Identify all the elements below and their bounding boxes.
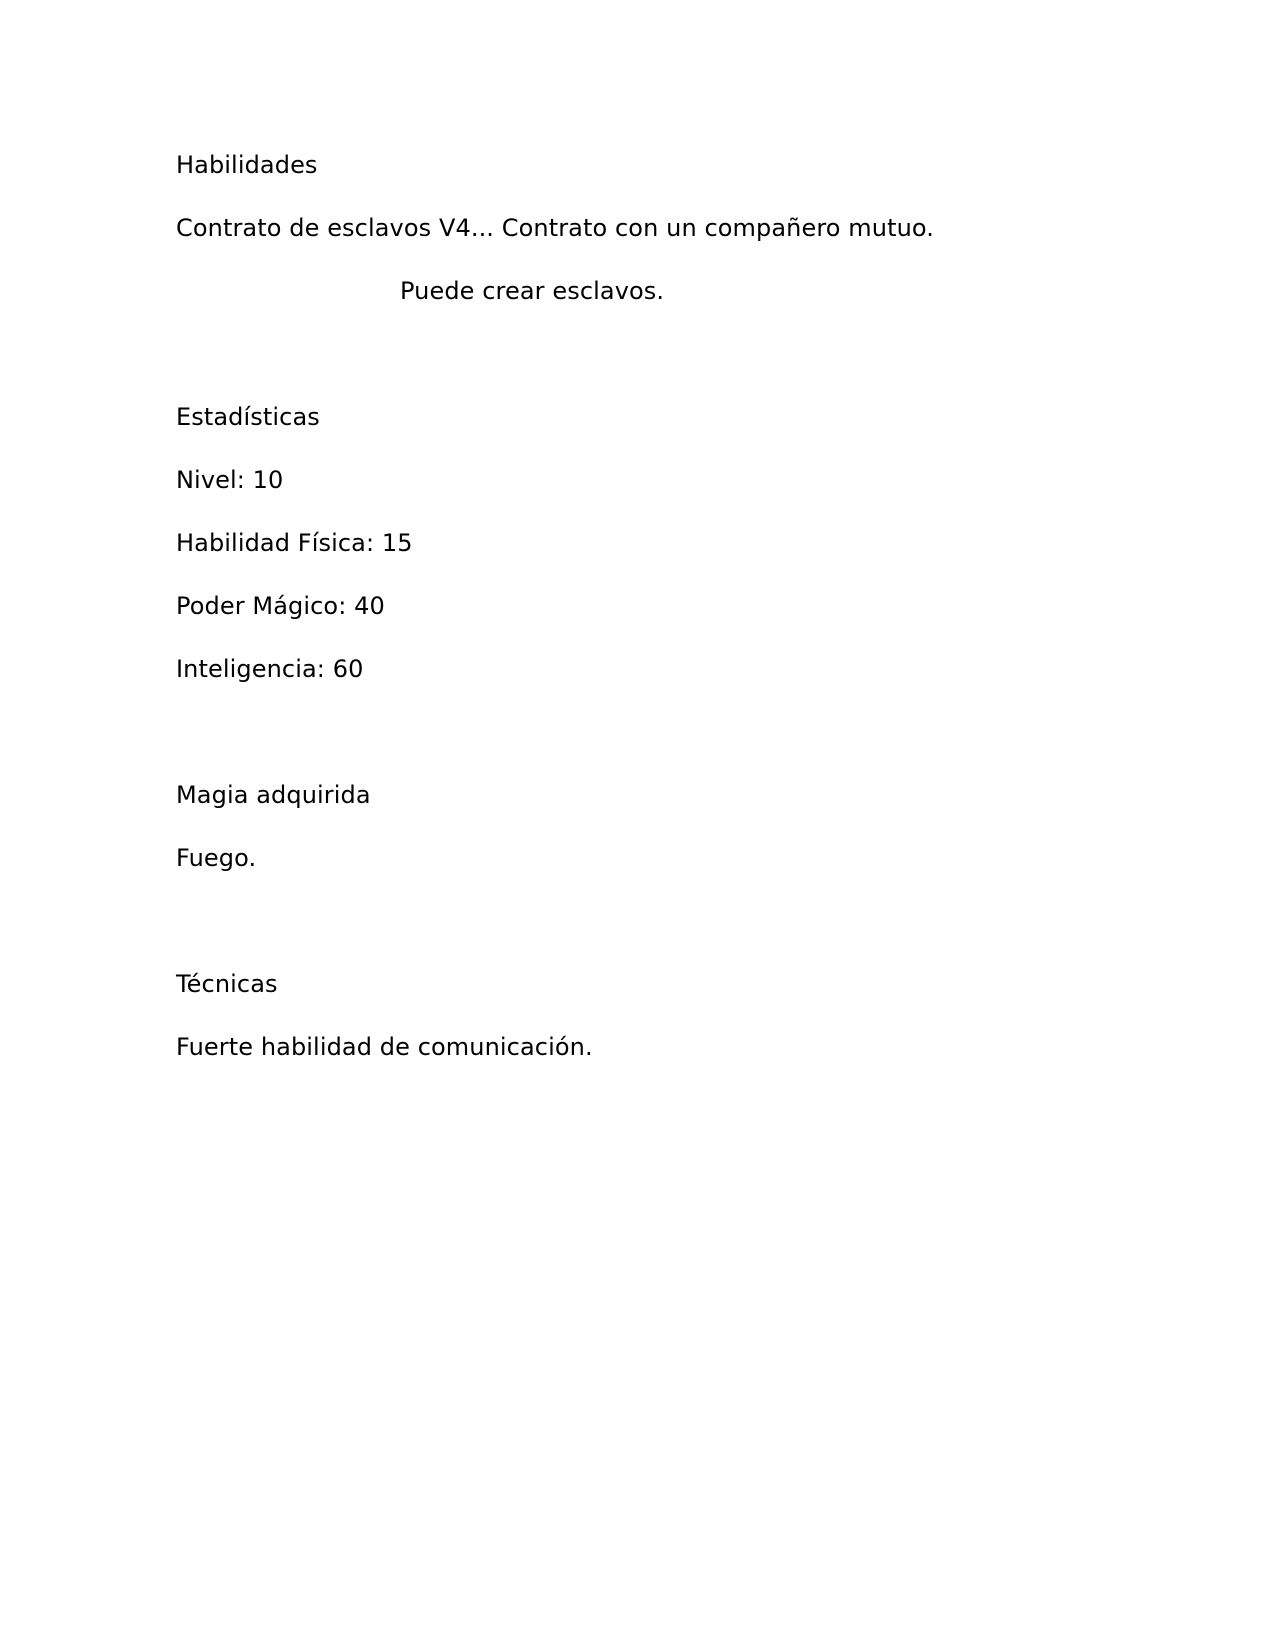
stat-inteligencia: Inteligencia: 60 [176,655,364,683]
tecnica-item: Fuerte habilidad de comunicación. [176,1033,593,1061]
section-title-magia: Magia adquirida [176,781,371,809]
stat-habilidad-fisica: Habilidad Física: 15 [176,529,413,557]
habilidad-contrato-line: Contrato de esclavos V4... Contrato con un compañero mutuo. [176,214,935,242]
section-title-habilidades: Habilidades [176,151,318,179]
section-title-estadisticas: Estadísticas [176,403,320,431]
section-title-tecnicas: Técnicas [176,970,278,998]
stat-poder-magico: Poder Mágico: 40 [176,592,385,620]
habilidad-contrato-detail-line: Puede crear esclavos. [400,277,665,305]
stat-nivel: Nivel: 10 [176,466,284,494]
magia-item: Fuego. [176,844,257,872]
